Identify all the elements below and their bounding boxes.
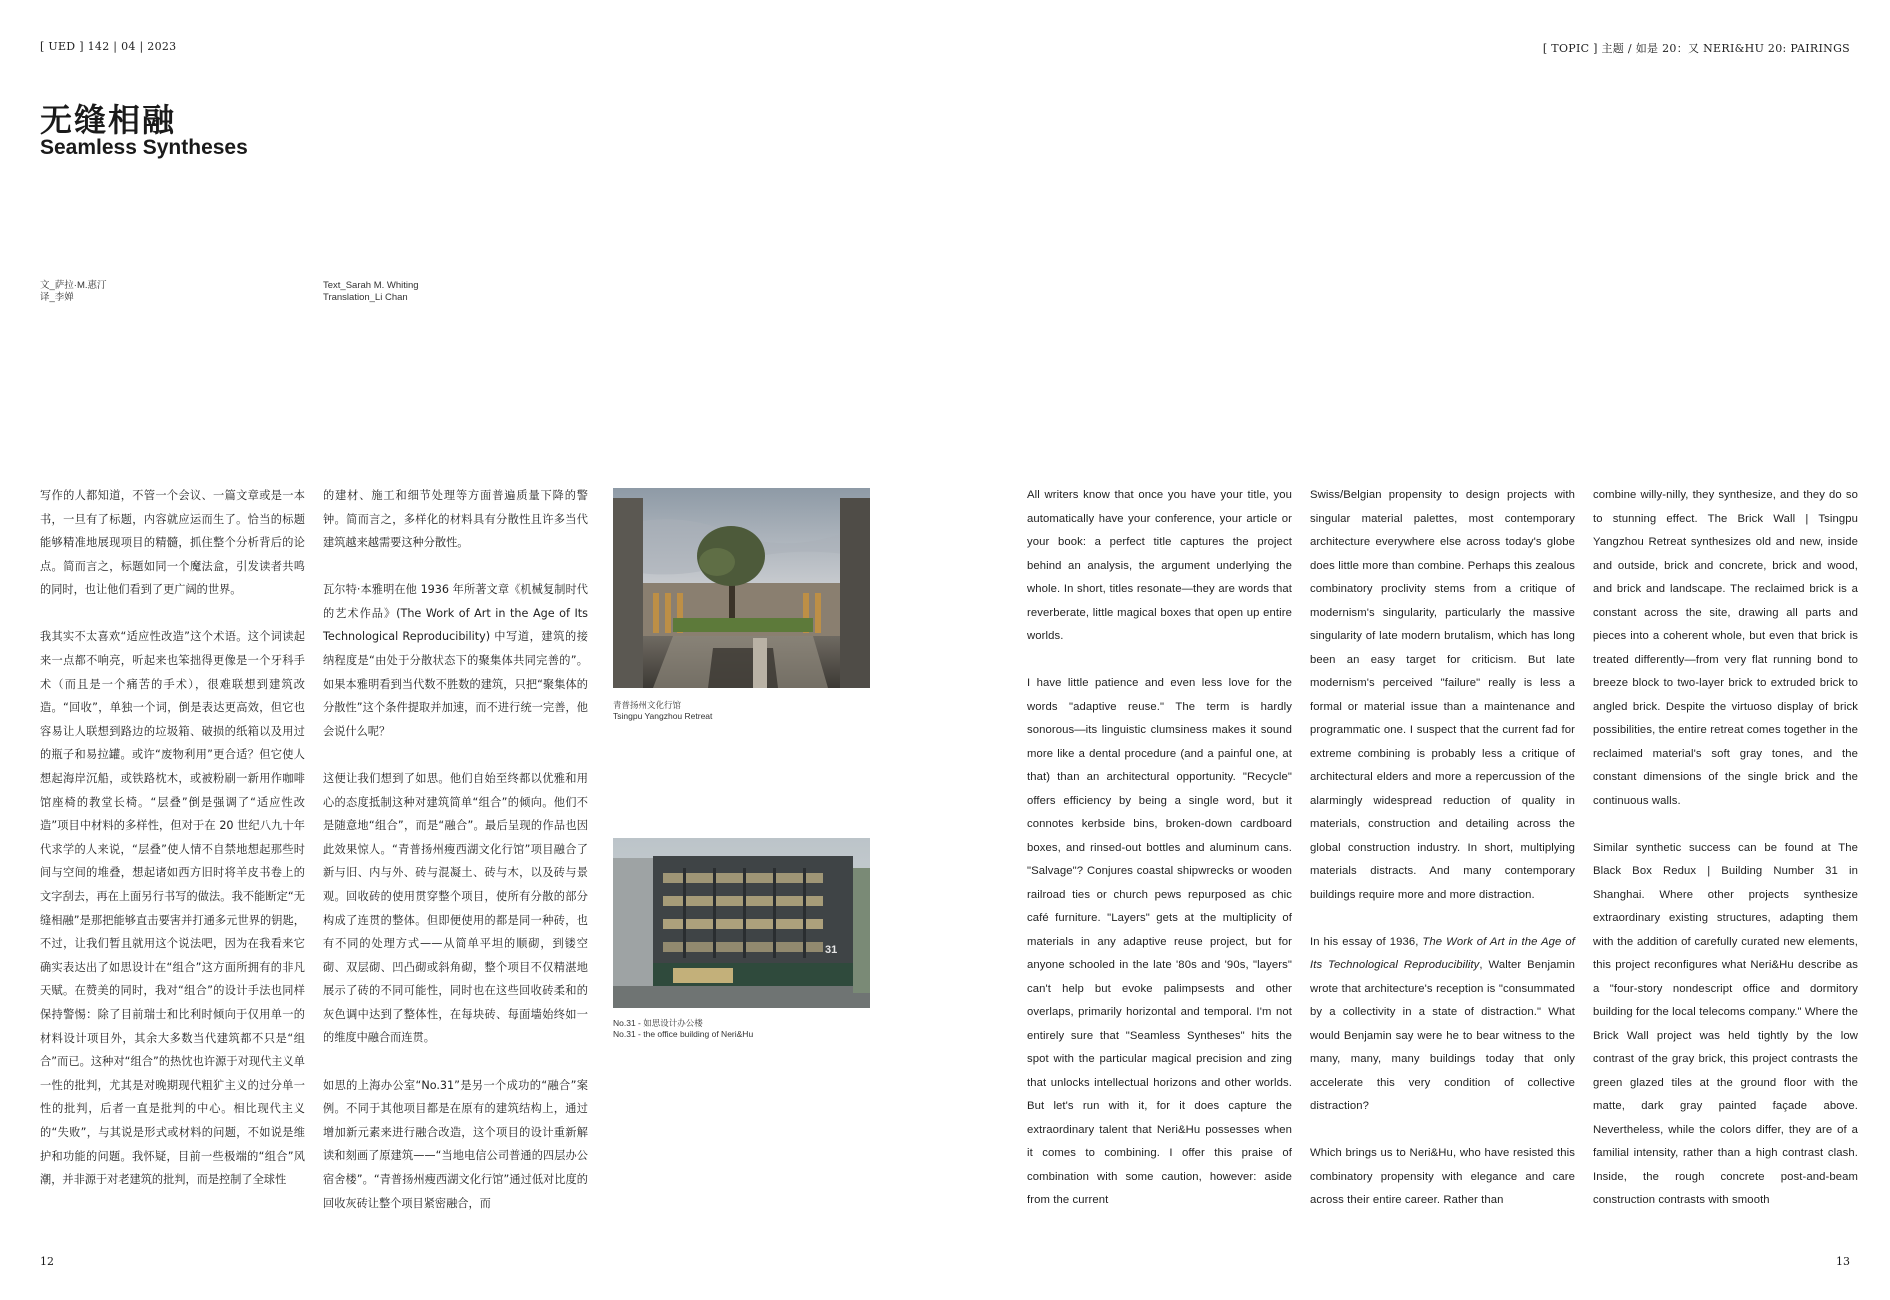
building-image [613,838,870,1008]
en-paragraph: Which brings us to Neri&Hu, who have resisted this combinatory propensity with elegance and care across their entire career. Rather than [1310,1147,1575,1206]
cn-paragraph: 我其实不太喜欢“适应性改造”这个术语。这个词读起来一点都不响亮，听起来也笨拙得更像是一个牙科手术（而且是一个痛苦的手术），很难联想到建筑改造。“回收”，单独一个词，倒是表达更高效，但它也容易让人联想到路边的垃圾箱、破损的纸箱以及用过的瓶子和易拉罐。或许“废物利用”更合适？但它使人想起海岸沉船，或铁路枕木，或被粉刷一新用作咖啡馆座椅的教堂长椅。“层叠”倒是强调了“适应性改造”项目中材料的多样性，但对于在 20 世纪八九十年代求学的人来说，“层叠”使人情不自禁地想起那些时间与空间的堆叠，想起诸如西方旧时将羊皮书卷上的文字刮去，再在上面另行书写的做法。我不能断定“无缝相融”是那把能够直击要害并打通多元世界的钥匙，不过，让我们暂且就用这个说法吧，因为在我看来它确实表达出了如思设计在“组合”这方面所拥有的非凡天赋。在赞美的同时，我对“组合”的设计手法也同样保持警惕：除了目前瑞士和比利时倾向于仅用单一的材料设计项目外，其余大多数当代建筑都不只是“组合”而已。这种对“组合”的热忱也许源于对现代主义单一性的批判，尤其是对晚期现代粗犷主义的过分单一性的批判，后者一直是批判的中心。相比现代主义的“失败”，与其说是形式或材料的问题，不如说是维护和功能的问题。我怀疑，目前一些极端的“组合”风潮，并非源于对老建筑的批判，而是控制了全球性 [40,630,305,1187]
credit-author-en: Text_Sarah M. Whiting [323,280,419,291]
page-number-left: 12 [40,1255,54,1268]
credit-author-cn: 文_萨拉·M.惠汀 [40,280,107,291]
cn-column-2 [323,484,588,1215]
page-number-right: 13 [1836,1255,1850,1268]
cn-paragraph: 的建材、施工和细节处理等方面普遍质量下降的警钟。简而言之，多样化的材料具有分散性且许多当代建筑越来越需要这种分散性。 [323,489,588,550]
photo-no31-building [613,838,870,1008]
en-column-1 [1027,484,1292,1213]
en-text: , Walter Benjamin wrote that architecture's reception is "consummated by a collectivity in a state of distraction." What would Benjamin say were he to bear witness to the many, many, many buildings today that only accelerate this very condition of collective distraction? [1310,959,1576,1112]
caption-1-cn: 青普扬州文化行馆 [613,700,682,710]
credits-cn [40,280,107,304]
en-column-3 [1593,484,1858,1213]
credit-translator-en: Translation_Li Chan [323,292,408,303]
cn-paragraph: 瓦尔特·本雅明在他 1936 年所著文章《机械复制时代的艺术作品》(The Work of Art in the Age of Its Technological Reproducibility) 中写道，建筑的接纳程度是“由处于分散状态下的聚集体共同完善的”。如果本雅明看到当代数不胜数的建筑，只把“聚集体的分散性”这个条件提取并加速，而不进行统一完善，他会说什么呢？ [323,583,588,738]
running-header-right: [ TOPIC ] 主题 / 如是 20：又 NERI&HU 20: PAIRINGS [1542,42,1850,55]
cn-paragraph: 这便让我们想到了如思。他们自始至终都以优雅和用心的态度抵制这种对建筑简单“组合”的倾向。他们不是随意地“组合”，而是“融合”。最后呈现的作品也因此效果惊人。“青普扬州瘦西湖文化行馆”项目融合了新与旧、内与外、砖与混凝土、砖与木，以及砖与景观。回收砖的使用贯穿整个项目，使所有分散的部分构成了连贯的整体。但即便使用的都是同一种砖，也有不同的处理方式——从简单平坦的顺砌，到镂空砌、双层砌、凹凸砌或斜角砌，整个项目不仅精湛地展示了砖的不同可能性，同时也在这些回收砖柔和的灰色调中达到了整体性，在每块砖、每面墙始终如一的维度中融合而连贯。 [323,771,588,1045]
essay-title: The Work of Art in the Age of Its Technological Reproducibility [1310,935,1575,971]
cn-column-1 [40,484,305,1192]
en-column-2 [1310,484,1575,1213]
credits-en [323,280,419,304]
caption-2-en: No.31 - the office building of Neri&Hu [613,1029,754,1039]
cn-paragraph: 如思的上海办公室“No.31”是另一个成功的“融合”案例。不同于其他项目都是在原有的建筑结构上，通过增加新元素来进行融合改造，这个项目的设计重新解读和刻画了原建筑——“当地电信公司普通的四层办公宿舍楼”。“青普扬州瘦西湖文化行馆”通过低对比度的回收灰砖让整个项目紧密融合，而 [323,1078,588,1210]
en-paragraph: combine willy-nilly, they synthesize, and they do so to stunning effect. The Brick Wall | Tsingpu Yangzhou Retreat synthesizes old and new, inside and outside, brick and concrete, brick and wood, and brick and landscape. The reclaimed brick is a constant across the site, drawing all parts and pieces into a coherent whole, but even that brick is treated differently—from very flat running bond to breeze block to two-layer brick to extruded brick to angled brick. Despite the virtuoso display of brick possibilities, the entire retreat comes together in the reclaimed material's soft gray tones, and the constant dimensions of the single brick and the continuous walls. [1593,489,1858,807]
photo-caption-2 [613,1018,753,1040]
credit-translator-cn: 译_李婵 [40,292,74,303]
en-text: In his essay of 1936, [1310,935,1423,948]
en-paragraph: Swiss/Belgian propensity to design projects with singular material palettes, most contemporary architecture everywhere else across today's globe does little more than combine. Perhaps this zealous combinatory proclivity stems from a critique of modernism's singularity, particularly the massive singularity of late modern brutalism, which has long been an easy target for criticism. But late modernism's perceived "failure" really is less a formal or material issue than a maintenance and programmatic one. I suspect that the current fad for extreme combining is probably less a critique of architectural elders and more a repercussion of the alarmingly widespread reduction of quality in materials, construction and detailing across the global construction industry. In short, multiplying materials distracts. And many contemporary buildings require more and more distraction. [1310,489,1575,901]
cn-paragraph: 写作的人都知道，不管一个会议、一篇文章或是一本书，一旦有了标题，内容就应运而生了。恰当的标题能够精准地展现项目的精髓，抓住整个分析背后的论点。简而言之，标题如同一个魔法盒，引发读者共鸣的同时，也让他们看到了更广阔的世界。 [40,489,305,597]
article-title-en: Seamless Syntheses [40,136,248,159]
en-paragraph: All writers know that once you have your title, you automatically have your conference, your article or your book: a perfect title captures the project behind an analysis, the argument underlying the whole. In short, titles resonate—they are words that reverberate, little magical boxes that open up entire worlds. [1027,489,1292,642]
photo-tsingpu-retreat [613,488,870,688]
article-title-cn: 无缝相融 [40,101,177,139]
building-number-label: 31 [825,944,838,956]
en-paragraph [1310,931,1575,1119]
courtyard-image [613,488,870,688]
photo-caption-1 [613,700,712,722]
caption-1-en: Tsingpu Yangzhou Retreat [613,711,713,721]
en-paragraph: Similar synthetic success can be found at The Black Box Redux | Building Number 31 in Shanghai. Where other projects synthesize extraordinary existing structures, adapting them with the addition of carefully curated new elements, this project reconfigures what Neri&Hu describe as a "four-story nondescript office and dormitory building for the local telecoms company." Where the Brick Wall project was held tightly by the low contrast of the gray brick, this project contrasts the green glazed tiles at the ground floor with the matte, dark gray painted façade above. Nevertheless, while the colors differ, they are of a familial intensity, rather than a high contrast clash. Inside, the rough concrete post-and-beam construction contrasts with smooth [1593,841,1858,1206]
en-paragraph: I have little patience and even less love for the words "adaptive reuse." The term is hardly sonorous—its linguistic clumsiness makes it sound more like a dental procedure (and a painful one, at that) than an architectural opportunity. "Recycle" offers efficiency by being a single word, but it connotes kerbside bins, broken-down cardboard boxes, and rinsed-out bottles and aluminum cans. "Salvage"? Conjures coastal shipwrecks or wooden railroad ties or church pews repurposed as chic café furniture. "Layers" gets at the multiplicity of materials in any adaptive reuse project, but for anyone schooled in the late '80s and '90s, "layers" can't help but evoke palimpsests and other overlaps, primarily horizontal and temporal. I'm not entirely sure that "Seamless Syntheses" hits the spot with the particular magical precision and zing that unlocks intellectual horizons and other worlds. But let's run with it, for it does capture the extraordinary talent that Neri&Hu possesses when it comes to combining. I offer this praise of combination with some caution, however: aside from the current [1027,677,1292,1206]
caption-2-cn: No.31 - 如思设计办公楼 [613,1018,703,1028]
running-header-left: [ UED ] 142 | 04 | 2023 [40,40,177,53]
